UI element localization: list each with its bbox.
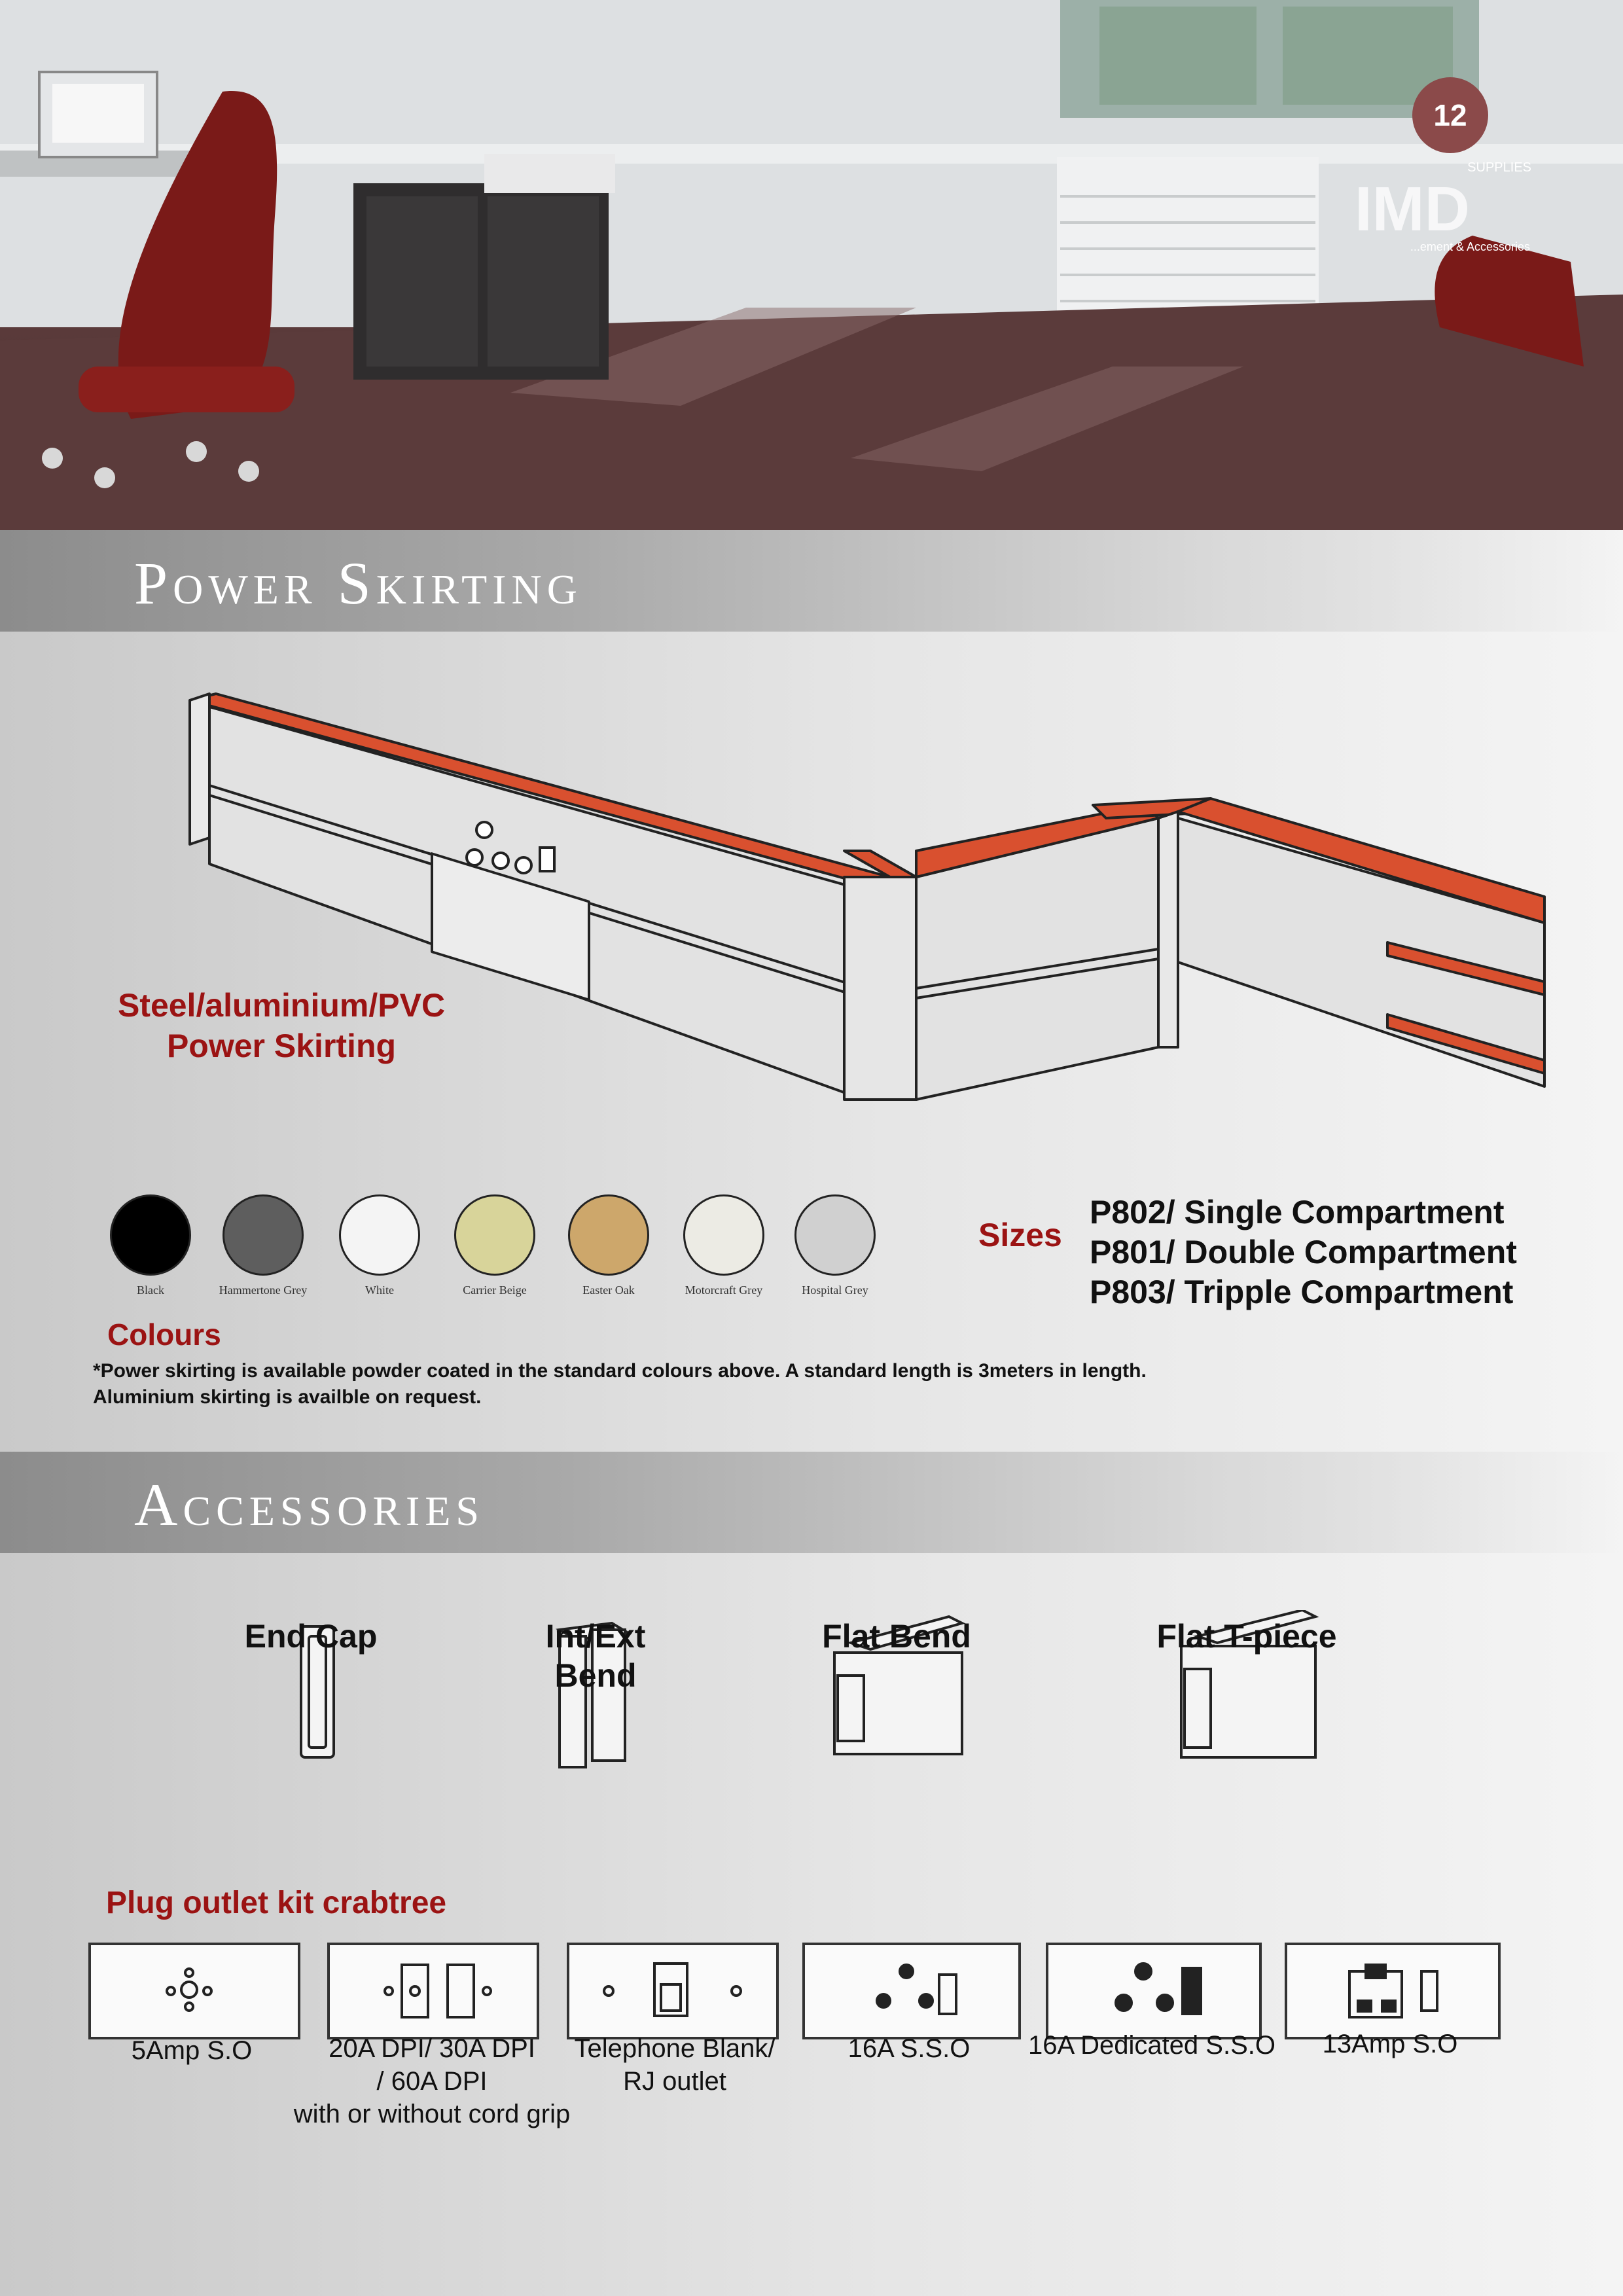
- office-illustration: [0, 0, 1623, 530]
- swatch-name: Motorcraft Grey: [685, 1283, 763, 1297]
- swatch-name: Hammertone Grey: [219, 1283, 308, 1297]
- swatch-dot: [454, 1194, 535, 1276]
- swatch-hospital-grey: [783, 1194, 887, 1297]
- accessory-label: End Cap: [244, 1618, 378, 1655]
- swatch-dot: [683, 1194, 764, 1276]
- swatch-name: Hospital Grey: [802, 1283, 868, 1297]
- accessory-label: Flat Bend: [822, 1618, 971, 1655]
- swatch-dot: [110, 1194, 191, 1276]
- socket-rj-icon: [569, 1945, 776, 2037]
- accessory-flat-bend: [798, 1617, 995, 1656]
- swatch-name: Black: [137, 1283, 164, 1297]
- plug-label-line: with or without cord grip: [293, 2100, 571, 2128]
- plug-20a-dpi: [327, 1943, 539, 2039]
- logo-mark: IMD: [1355, 174, 1470, 244]
- plug-16a-dedicated-sso: [1046, 1943, 1262, 2039]
- swatch-black: [98, 1194, 203, 1297]
- company-logo: [1348, 160, 1544, 252]
- plug-label-telephone: [567, 2032, 783, 2098]
- plug-label-line: 13Amp S.O: [1322, 2030, 1458, 2058]
- plug-label-20a: [281, 2032, 582, 2130]
- plug-13amp-so: [1285, 1943, 1501, 2039]
- skirting-label-line2: Power Skirting: [166, 1028, 397, 1064]
- plug-telephone-blank: [567, 1943, 779, 2039]
- size-item: P801/ Double Compartment: [1090, 1234, 1517, 1270]
- plug-label-5amp: [88, 2034, 295, 2067]
- swatch-carrier-beige: [442, 1194, 547, 1297]
- accessory-label: Flat T-piece: [1156, 1618, 1337, 1655]
- plug-5amp-so: [88, 1943, 300, 2039]
- swatch-hammertone-grey: [211, 1194, 315, 1297]
- plug-label-line: RJ outlet: [623, 2067, 726, 2096]
- socket-dpi-icon: [330, 1945, 537, 2037]
- colour-swatches: [98, 1194, 910, 1319]
- note-line2: Aluminium skirting is availble on request.: [93, 1386, 482, 1408]
- plug-kit-title: Plug outlet kit crabtree: [106, 1886, 447, 1920]
- colours-note: [93, 1358, 1147, 1410]
- plug-label-line: Telephone Blank/: [574, 2034, 776, 2063]
- socket-13amp-icon: [1287, 1945, 1498, 2037]
- swatch-dot: [223, 1194, 304, 1276]
- swatch-motorcraft-grey: [671, 1194, 776, 1297]
- sizes-list: [1090, 1193, 1517, 1312]
- colours-label: Colours: [107, 1318, 221, 1352]
- accessory-label: Int/Ext: [545, 1618, 646, 1655]
- note-line1: *Power skirting is available powder coated in the standard colours above. A standard length is 3meters in length.: [93, 1360, 1147, 1382]
- swatch-white: [327, 1194, 432, 1297]
- swatch-dot: [568, 1194, 649, 1276]
- hero-photo: [0, 0, 1623, 530]
- plug-label-13amp: [1285, 2028, 1495, 2060]
- section-header-accessories: [0, 1452, 1623, 1553]
- plug-label-line: 16A S.S.O: [847, 2034, 971, 2063]
- skirting-material-label: [98, 985, 465, 1066]
- accessory-int-ext-bend: [497, 1617, 694, 1695]
- swatch-name: Carrier Beige: [463, 1283, 527, 1297]
- logo-supplies: SUPPLIES: [1467, 160, 1531, 175]
- socket-16a-dedicated-icon: [1048, 1945, 1259, 2037]
- plug-label-line: 20A DPI/ 30A DPI: [329, 2034, 535, 2063]
- plug-label-16a-dedicated: [1011, 2029, 1293, 2062]
- section-title-power-skirting: Power Skirting: [134, 550, 582, 617]
- section-header-power-skirting: [0, 530, 1623, 632]
- socket-5amp-icon: [91, 1945, 298, 2037]
- size-item: P803/ Tripple Compartment: [1090, 1274, 1514, 1310]
- plug-label-line: / 60A DPI: [376, 2067, 488, 2096]
- page-number: 12: [1412, 77, 1488, 153]
- logo-tagline: ...ement & Accessories: [1410, 240, 1530, 253]
- swatch-dot: [794, 1194, 876, 1276]
- size-item: P802/ Single Compartment: [1090, 1194, 1505, 1230]
- accessory-end-cap: [216, 1617, 406, 1656]
- swatch-name: White: [365, 1283, 394, 1297]
- sizes-label: Sizes: [978, 1217, 1062, 1253]
- accessory-flat-t-piece: [1132, 1617, 1361, 1656]
- accessory-label-2: Bend: [554, 1657, 637, 1694]
- swatch-dot: [339, 1194, 420, 1276]
- plug-label-16a-sso: [802, 2032, 1016, 2065]
- socket-16a-icon: [805, 1945, 1018, 2037]
- plug-label-line: 5Amp S.O: [131, 2036, 253, 2065]
- swatch-easter-oak: [556, 1194, 661, 1297]
- skirting-label-line1: Steel/aluminium/PVC: [117, 987, 446, 1024]
- plug-16a-sso: [802, 1943, 1021, 2039]
- plug-label-line: 16A Dedicated S.S.O: [1027, 2031, 1275, 2060]
- swatch-name: Easter Oak: [582, 1283, 635, 1297]
- section-title-accessories: Accessories: [134, 1471, 485, 1538]
